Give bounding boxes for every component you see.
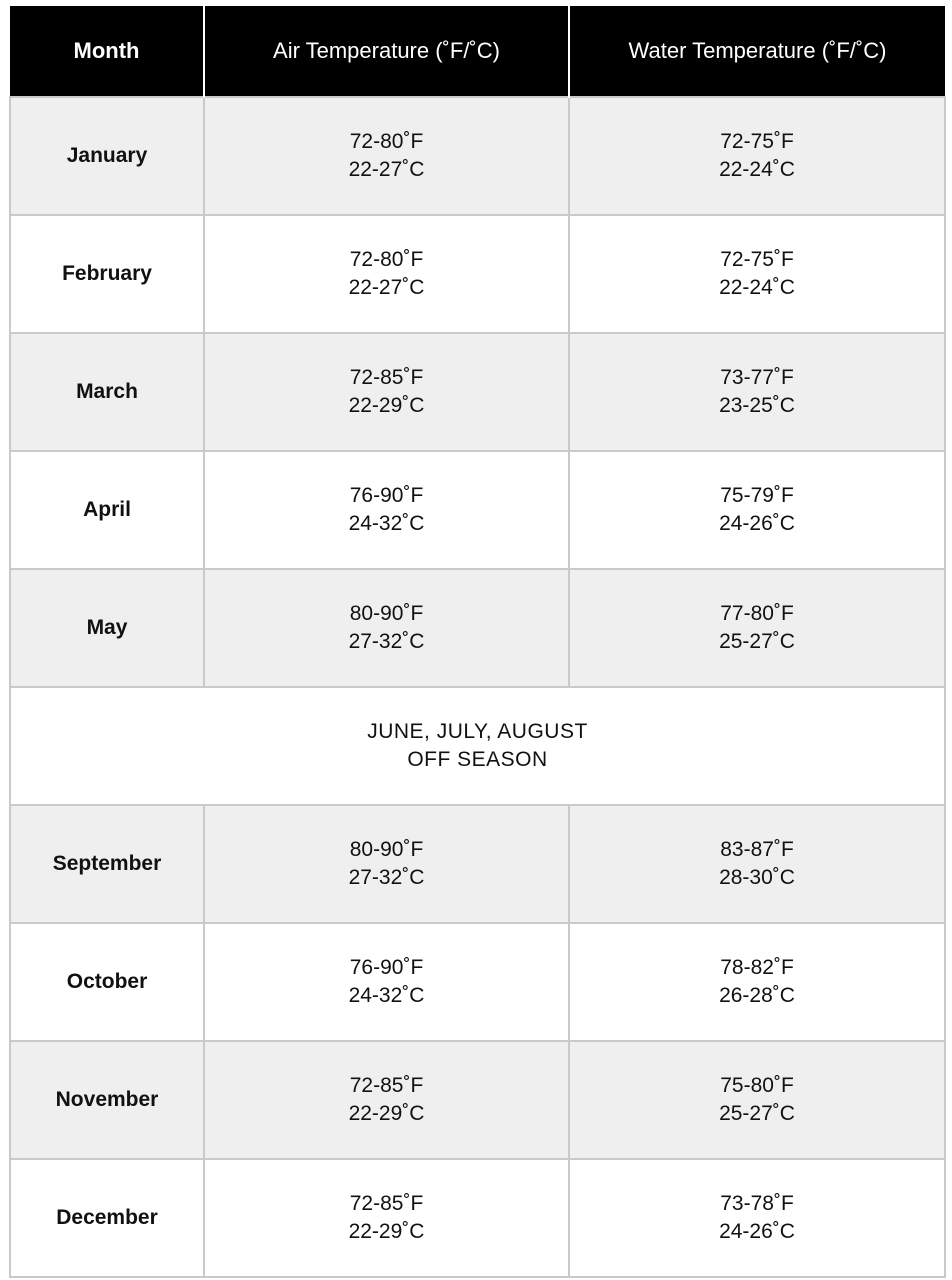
off-season-months: JUNE, JULY, AUGUST [367,720,588,743]
temperature-table [9,6,946,1278]
air-temperature-cell [204,805,569,923]
water-temperature-cell [569,333,945,451]
air-temperature-cell [204,215,569,333]
water-temp-celsius: 26-28˚C [719,984,795,1007]
air-temp-fahrenheit: 72-80˚F [349,248,424,271]
table-row [10,97,945,215]
table-row [10,805,945,923]
month-cell: December [10,1159,204,1277]
water-temperature-cell [569,923,945,1041]
air-temp-fahrenheit: 80-90˚F [349,602,424,625]
water-temp-fahrenheit: 83-87˚F [720,838,794,861]
water-temp-fahrenheit: 78-82˚F [720,956,794,979]
table-row [10,333,945,451]
table-body [10,97,945,1277]
water-temperature-cell [569,1159,945,1277]
air-temp-fahrenheit: 80-90˚F [349,838,424,861]
water-temp-celsius: 22-24˚C [719,276,795,299]
water-temp-celsius: 23-25˚C [719,394,795,417]
month-column-header: Month [10,6,204,97]
water-temp-fahrenheit: 75-79˚F [720,484,794,507]
air-temp-fahrenheit: 72-80˚F [349,130,424,153]
air-temperature-cell [204,97,569,215]
water-temperature-cell [569,1041,945,1159]
air-temp-celsius: 22-29˚C [348,394,425,417]
month-cell: November [10,1041,204,1159]
air-temp-celsius: 24-32˚C [348,984,425,1007]
table-row [10,215,945,333]
air-temp-fahrenheit: 76-90˚F [349,484,424,507]
air-temperature-cell [204,333,569,451]
air-temperature-cell [204,569,569,687]
air-temperature-cell [204,1159,569,1277]
water-temp-celsius: 25-27˚C [719,630,795,653]
off-season-row [10,687,945,805]
water-temp-celsius: 22-24˚C [719,158,795,181]
air-temp-celsius: 22-29˚C [348,1220,425,1243]
air-temp-celsius: 27-32˚C [348,630,425,653]
water-temp-fahrenheit: 77-80˚F [720,602,794,625]
air-temp-fahrenheit: 72-85˚F [349,366,424,389]
month-cell: September [10,805,204,923]
water-temp-fahrenheit: 72-75˚F [720,248,794,271]
water-temp-fahrenheit: 72-75˚F [720,130,794,153]
water-temp-celsius: 28-30˚C [719,866,795,889]
water-temp-fahrenheit: 73-78˚F [720,1192,794,1215]
water-temp-celsius: 24-26˚C [719,512,795,535]
air-temp-celsius: 22-27˚C [348,158,425,181]
month-cell: October [10,923,204,1041]
month-cell: January [10,97,204,215]
air-temp-fahrenheit: 72-85˚F [349,1074,424,1097]
table-row [10,451,945,569]
month-cell: March [10,333,204,451]
table-header [10,6,945,97]
water-temp-celsius: 24-26˚C [719,1220,795,1243]
air-temp-celsius: 27-32˚C [348,866,425,889]
table-row [10,569,945,687]
table-row [10,1159,945,1277]
header-row [10,6,945,97]
month-cell: April [10,451,204,569]
water-temperature-cell [569,97,945,215]
air-temp-celsius: 22-27˚C [348,276,425,299]
month-cell: February [10,215,204,333]
water-temperature-cell [569,451,945,569]
table-row [10,923,945,1041]
water-temp-fahrenheit: 75-80˚F [720,1074,794,1097]
air-temperature-cell [204,451,569,569]
air-temp-celsius: 24-32˚C [348,512,425,535]
air-temp-fahrenheit: 72-85˚F [349,1192,424,1215]
water-temperature-cell [569,569,945,687]
off-season-cell [10,687,945,805]
air-temperature-cell [204,1041,569,1159]
water-temp-celsius: 25-27˚C [719,1102,795,1125]
month-cell: May [10,569,204,687]
table-row [10,1041,945,1159]
water-temp-fahrenheit: 73-77˚F [720,366,794,389]
water-temperature-cell [569,805,945,923]
air-temp-celsius: 22-29˚C [348,1102,425,1125]
water-temperature-cell [569,215,945,333]
water-temperature-column-header: Water Temperature (˚F/˚C) [569,6,945,97]
air-temperature-cell [204,923,569,1041]
off-season-label: OFF SEASON [407,748,548,771]
air-temp-fahrenheit: 76-90˚F [349,956,424,979]
air-temperature-column-header: Air Temperature (˚F/˚C) [204,6,569,97]
